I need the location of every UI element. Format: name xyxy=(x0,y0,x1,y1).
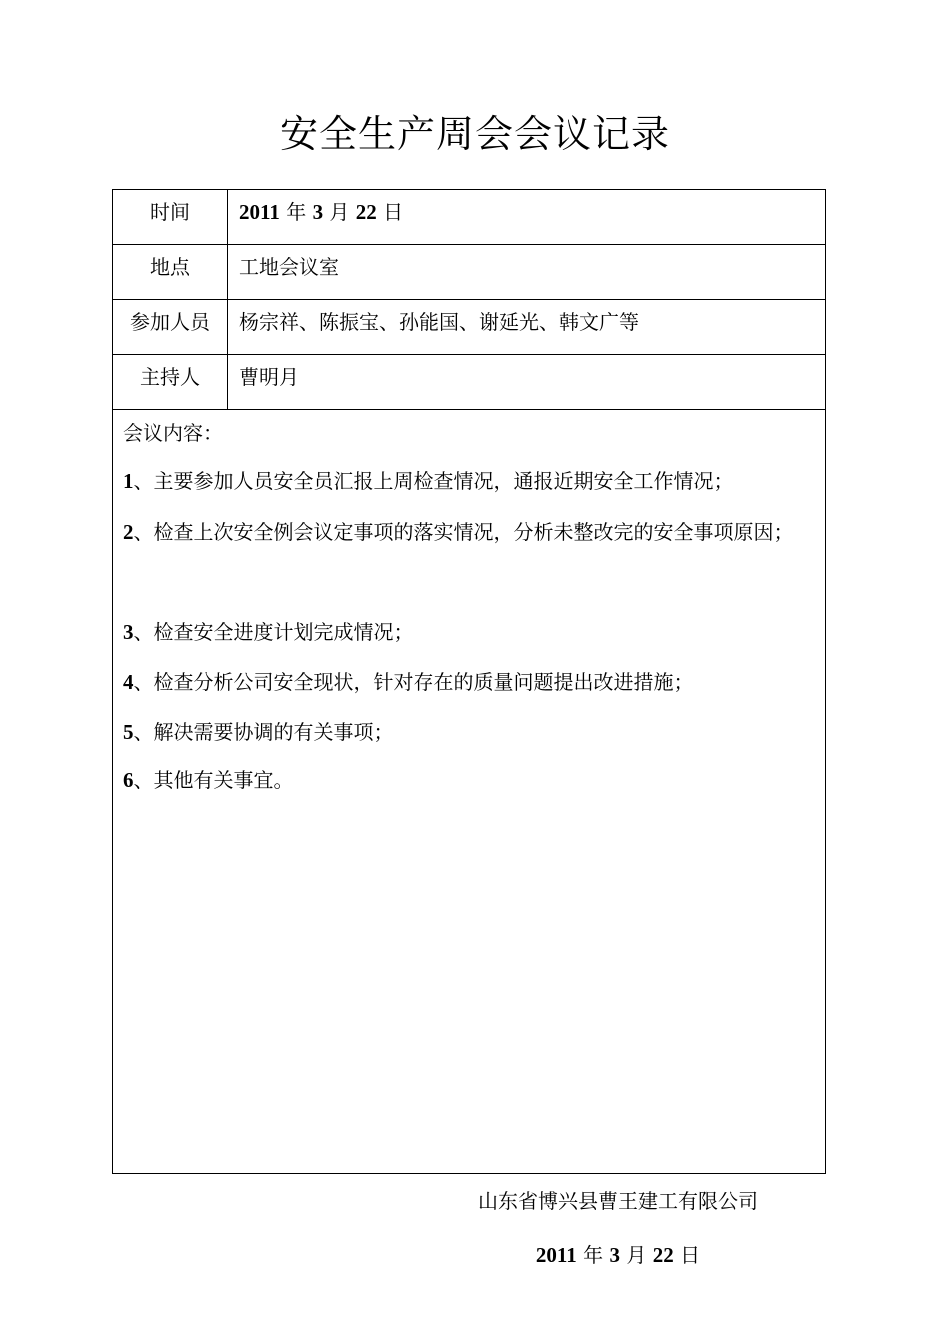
location-value: 工地会议室 xyxy=(239,255,339,279)
location-label: 地点 xyxy=(113,245,228,299)
content-item-4 xyxy=(123,657,819,708)
content-item-6-text: 、其他有关事宜。 xyxy=(133,768,294,792)
attendees-value: 杨宗祥、陈振宝、孙能国、谢延光、韩文广等 xyxy=(239,310,639,334)
time-year-unit: 年 xyxy=(286,200,307,224)
content-item-1-number: 1 xyxy=(123,469,134,493)
signature-date xyxy=(458,1235,778,1275)
content-item-2-text: 、检查上次安全例会议定事项的落实情况，分析未整改完的安全事项原因； xyxy=(133,520,794,544)
content-item-5-text: 、解决需要协调的有关事项； xyxy=(133,720,394,744)
meeting-record-form xyxy=(112,189,826,1267)
content-item-1 xyxy=(123,456,819,507)
signature-year: 2011 xyxy=(535,1243,577,1267)
signature-block xyxy=(458,1181,778,1275)
signature-month-unit: 月 xyxy=(626,1243,647,1267)
time-month: 3 xyxy=(312,200,324,224)
time-label: 时间 xyxy=(113,190,228,244)
signature-month: 3 xyxy=(609,1243,620,1267)
attendees-label: 参加人员 xyxy=(113,300,228,354)
time-value xyxy=(239,190,403,234)
signature-day-unit: 日 xyxy=(680,1243,701,1267)
content-item-3-number: 3 xyxy=(123,620,134,644)
content-item-3 xyxy=(123,607,819,658)
time-month-unit: 月 xyxy=(329,200,350,224)
host-row xyxy=(113,355,825,410)
time-day: 22 xyxy=(355,200,377,224)
signature-year-unit: 年 xyxy=(583,1243,604,1267)
content-item-6 xyxy=(123,755,819,806)
signature-day: 22 xyxy=(652,1243,674,1267)
host-value: 曹明月 xyxy=(239,365,299,389)
content-item-6-number: 6 xyxy=(123,768,134,792)
attendees-row xyxy=(113,300,825,355)
location-row xyxy=(113,245,825,300)
content-item-2-number: 2 xyxy=(123,520,134,544)
content-item-2 xyxy=(123,507,819,558)
content-item-4-number: 4 xyxy=(123,670,134,694)
content-item-4-text: 、检查分析公司安全现状，针对存在的质量问题提出改进措施； xyxy=(133,670,694,694)
content-item-5 xyxy=(123,707,819,758)
content-item-1-text: 、主要参加人员安全员汇报上周检查情况，通报近期安全工作情况； xyxy=(133,469,734,493)
time-day-unit: 日 xyxy=(383,200,404,224)
content-heading: 会议内容： xyxy=(123,421,223,445)
host-label: 主持人 xyxy=(113,355,228,409)
content-item-3-text: 、检查安全进度计划完成情况； xyxy=(133,620,414,644)
signature-company: 山东省博兴县曹王建工有限公司 xyxy=(478,1189,758,1213)
document-title: 安全生产周会会议记录 xyxy=(279,112,670,156)
time-row xyxy=(113,190,825,245)
time-year: 2011 xyxy=(239,200,280,224)
content-item-5-number: 5 xyxy=(123,720,134,744)
